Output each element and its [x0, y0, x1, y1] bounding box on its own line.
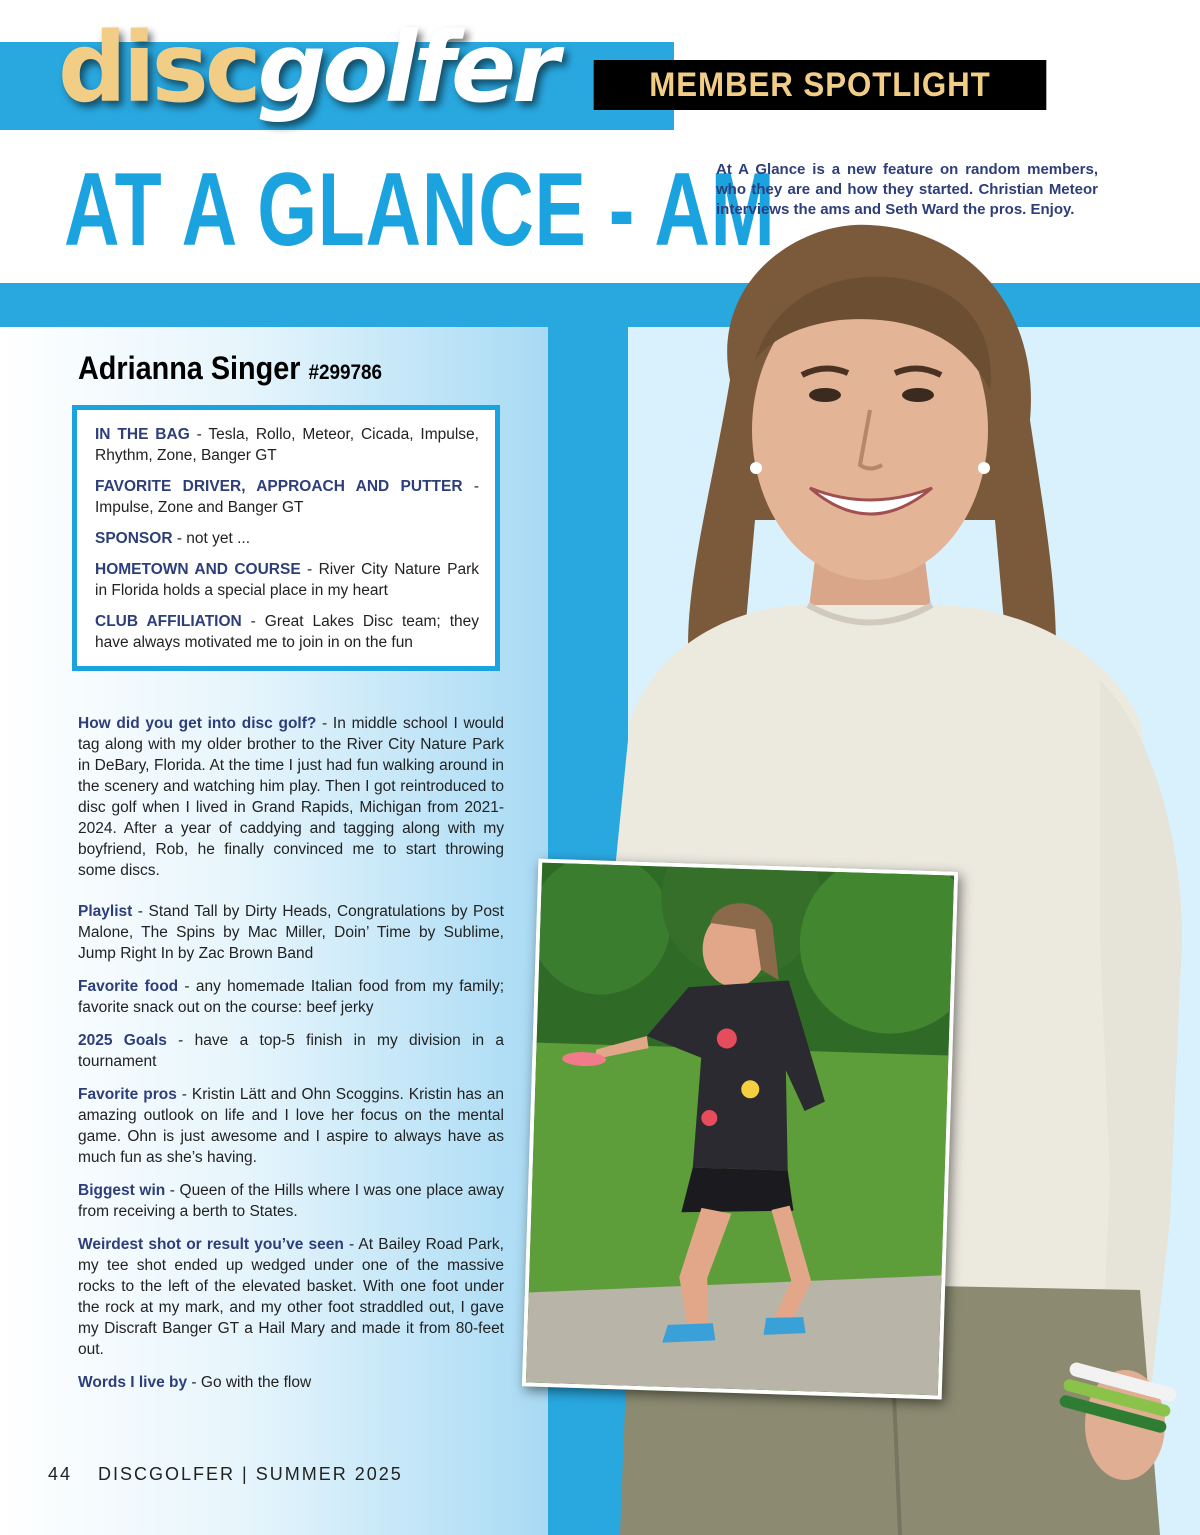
section-label: MEMBER SPOTLIGHT [594, 60, 1047, 110]
qa-item: Favorite pros - Kristin Lätt and Ohn Scoggins. Kristin has an amazing outlook on life and I love her focus on the mental game. Ohn is just awesome and I aspire to always have as much fun as she’s having. [78, 1086, 504, 1166]
discgolfer-logo: discgolfer [58, 12, 556, 124]
qa-item: How did you get into disc golf? - In middle school I would tag along with my older brother to the River City Nature Park in DeBary, Florida. At the time I just had fun walking around in the scenery and watching him play. Then I got reintroduced to disc golf when I lived in Grand Rapids, Michigan from 2021-2024. After a year of caddying and tagging along with my boyfriend, Rob, he finally convinced me to start throwing some discs. [78, 715, 504, 879]
box-item-sponsor: SPONSOR - not yet ... [95, 530, 251, 547]
member-number: #299786 [308, 361, 383, 384]
intro-text: At A Glance is a new feature on random members, who they are and how they started. Christian Meteor interviews the ams and Seth Ward the pros. Enjoy. [716, 161, 1098, 218]
interview-section [78, 713, 504, 1405]
box-item-favorite-discs: FAVORITE DRIVER, APPROACH AND PUTTER - Impulse, Zone and Banger GT [95, 478, 480, 516]
action-photo [522, 859, 958, 1400]
page-footer [48, 1464, 403, 1485]
box-item-in-the-bag: IN THE BAG - Tesla, Rollo, Meteor, Cicada, Impulse, Rhythm, Zone, Banger GT [95, 426, 479, 464]
publication-name: DISCGOLFER | SUMMER 2025 [98, 1464, 403, 1484]
qa-item: Words I live by - Go with the flow [78, 1374, 312, 1391]
qa-item: Biggest win - Queen of the Hills where I was one place away from receiving a berth to States. [78, 1182, 504, 1220]
member-name: Adrianna Singer #299786 [78, 350, 383, 386]
page-number: 44 [48, 1464, 73, 1484]
box-item-hometown: HOMETOWN AND COURSE - River City Nature Park in Florida holds a special place in my heart [95, 561, 479, 599]
qa-item: Favorite food - any homemade Italian food from my family; favorite snack out on the course: beef jerky [78, 978, 504, 1016]
at-a-glance-box [72, 405, 500, 671]
box-item-club: CLUB AFFILIATION - Great Lakes Disc team; they have always motivated me to join in on the fun [95, 613, 479, 651]
page-title: AT A GLANCE - AM [64, 152, 776, 268]
qa-item: Weirdest shot or result you’ve seen - At Bailey Road Park, my tee shot ended up wedged under one of the massive rocks to the left of the elevated basket. With one foot under the rock at my mark, and my other foot straddled out, I gave my Discraft Banger GT a Hail Mary and made it from 80-feet out. [78, 1236, 504, 1358]
qa-item: 2025 Goals - have a top-5 finish in my division in a tournament [78, 1032, 505, 1070]
qa-item: Playlist - Stand Tall by Dirty Heads, Congratulations by Post Malone, The Spins by Mac Miller, Doin’ Time by Sublime, Jump Right In by Zac Brown Band [78, 903, 504, 962]
